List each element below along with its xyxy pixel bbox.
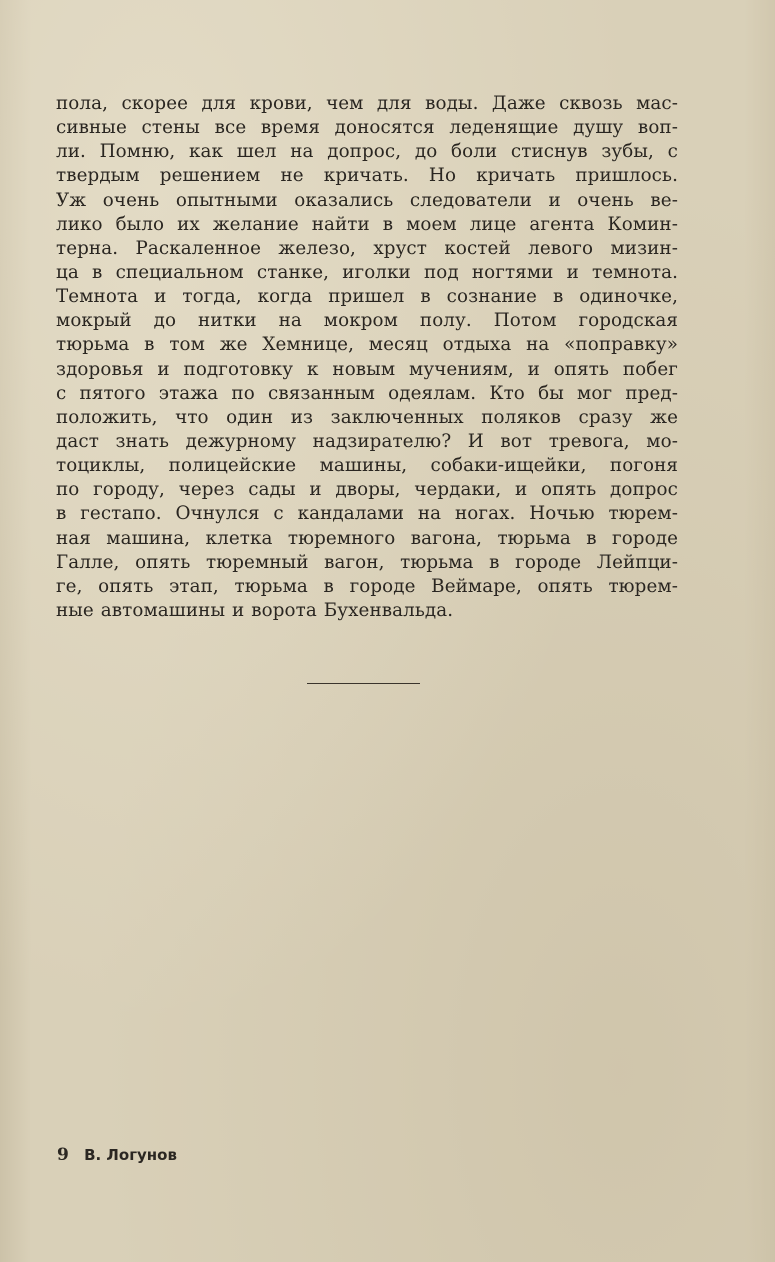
signature-number: 9 — [57, 1145, 69, 1165]
text-line: ная машина, клетка тюремного вагона, тюрьма в городе — [56, 527, 678, 549]
text-line: в гестапо. Очнулся с кандалами на ногах. Ночью тюрем- — [56, 503, 678, 525]
text-line: даст знать дежурному надзирателю? И вот тревога, мо- — [56, 430, 678, 452]
text-line: здоровья и подготовку к новым мучениям, и опять побег — [56, 358, 678, 380]
section-divider — [307, 683, 420, 684]
text-line: ге, опять этап, тюрьма в городе Веймаре, опять тюрем- — [56, 575, 678, 597]
text-line: ли. Помню, как шел на допрос, до боли стиснув зубы, с — [56, 141, 678, 163]
text-line: Галле, опять тюремный вагон, тюрьма в городе Лейпци- — [56, 551, 678, 573]
text-line: положить, что один из заключенных поляков сразу же — [56, 406, 678, 428]
text-line: пола, скорее для крови, чем для воды. Даже сквозь мас- — [56, 93, 678, 114]
text-line: по городу, через сады и дворы, чердаки, и опять допрос — [56, 479, 678, 501]
text-line: тоциклы, полицейские машины, собаки-ищейки, погоня — [56, 455, 678, 477]
text-line: мокрый до нитки на мокром полу. Потом городская — [56, 310, 678, 332]
text-line: ца в специальном станке, иголки под ногтями и темнота. — [56, 261, 678, 283]
text-line: твердым решением не кричать. Но кричать пришлось. — [56, 165, 678, 187]
text-line: терна. Раскаленное железо, хруст костей левого мизин- — [56, 237, 678, 259]
text-line: Темнота и тогда, когда пришел в сознание в одиночке, — [56, 286, 678, 308]
text-line: сивные стены все время доносятся леденящие душу воп- — [56, 117, 678, 139]
text-line: лико было их желание найти в моем лице агента Комин- — [56, 213, 678, 235]
signature-footer — [57, 1145, 177, 1165]
text-line: с пятого этажа по связанным одеялам. Кто бы мог пред- — [56, 382, 678, 404]
text-line: Уж очень опытными оказались следователи и очень ве- — [56, 189, 678, 211]
text-line: тюрьма в том же Хемнице, месяц отдыха на «поправку» — [56, 334, 678, 356]
body-text — [56, 92, 678, 623]
author-name: В. Логунов — [84, 1146, 177, 1164]
text-line-last: ные автомашины и ворота Бухенвальда. — [56, 599, 454, 621]
